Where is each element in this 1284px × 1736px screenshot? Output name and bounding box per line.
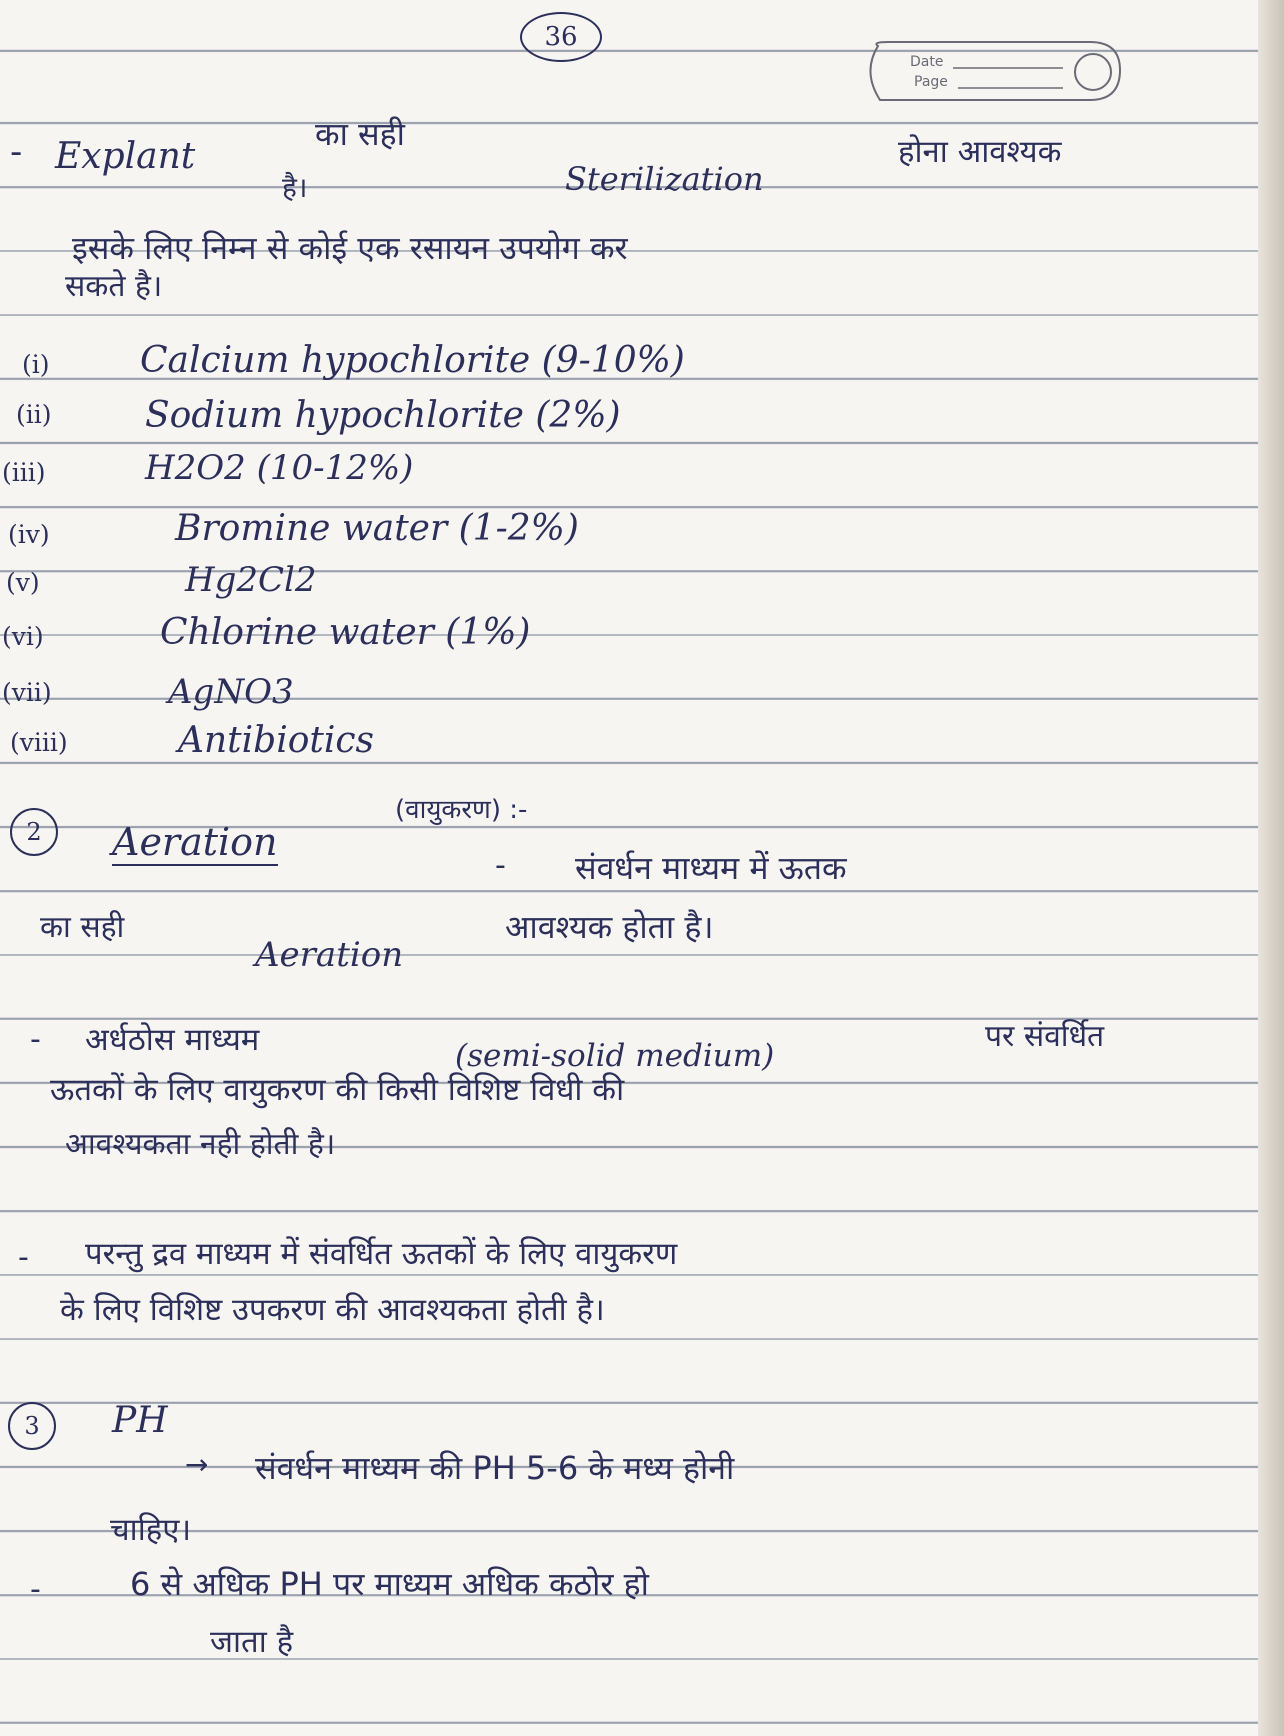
list-item-number: (i): [22, 350, 50, 379]
explant-sterilization: Sterilization: [565, 160, 764, 198]
page-label: Page: [914, 74, 948, 90]
ph-line2: चाहिए।: [110, 1512, 192, 1548]
list-item-text: Hg2Cl2: [185, 560, 317, 600]
aeration-hindi: (वायुकरण) :-: [395, 795, 528, 825]
semi-solid-line3: आवश्यकता नही होती है।: [65, 1127, 336, 1162]
explant-ka-sahi: का सही: [315, 115, 405, 153]
list-item-number: (vii): [2, 678, 52, 707]
aeration-line2c: आवश्यक होता है।: [505, 908, 714, 946]
list-item-text: Bromine water (1-2%): [175, 508, 579, 549]
liquid-line1: परन्तु द्रव माध्यम में संवर्धित ऊतकों के लिए वायुकरण: [85, 1236, 678, 1272]
liquid-line2: के लिए विशिष्ट उपकरण की आवश्यकता होती है।: [60, 1292, 605, 1328]
aeration-title: Aeration: [112, 820, 278, 864]
liquid-dash: -: [18, 1240, 29, 1275]
page-number: 36: [520, 12, 602, 62]
scroll-stamp-icon: [858, 28, 1128, 116]
ph-title: PH: [112, 1400, 168, 1441]
list-item-text: Chlorine water (1%): [160, 612, 531, 653]
list-item-number: (viii): [10, 728, 68, 757]
list-item-number: (vi): [2, 622, 44, 651]
semi-solid-line1b: (semi-solid medium): [455, 1038, 775, 1074]
aeration-line1: संवर्धन माध्यम में ऊतक: [575, 849, 847, 887]
section-number-2: 2: [10, 808, 58, 856]
semi-solid-line1a: अर्धठोस माध्यम: [85, 1022, 260, 1058]
list-item-number: (iii): [2, 458, 46, 487]
ph-line1: संवर्धन माध्यम की PH 5-6 के मध्य होनी: [255, 1449, 735, 1487]
list-item-text: Sodium hypochlorite (2%): [145, 395, 621, 436]
list-item-text: H2O2 (10-12%): [145, 448, 414, 488]
semi-solid-line1c: पर संवर्धित: [985, 1019, 1105, 1054]
ph-arrow: →: [185, 1448, 209, 1481]
aeration-dash: -: [495, 848, 506, 883]
list-item-number: (iv): [8, 520, 50, 549]
ph-line3: 6 से अधिक PH पर माध्यम अधिक कठोर हो: [130, 1565, 649, 1603]
date-label: Date: [910, 54, 944, 70]
ph-line4: जाता है: [210, 1624, 294, 1660]
aeration-line2b: Aeration: [255, 935, 404, 975]
list-item-number: (ii): [16, 400, 52, 429]
section-number-3: 3: [8, 1402, 56, 1450]
list-item-number: (v): [6, 568, 40, 597]
ph-dash: -: [30, 1572, 41, 1607]
semi-solid-dash: -: [30, 1022, 41, 1057]
list-item-text: Antibiotics: [178, 720, 375, 761]
explant-line3: सकते है।: [65, 269, 163, 304]
explant-hona-avashyak: होना आवश्यक: [898, 134, 1062, 170]
list-item-text: Calcium hypochlorite (9-10%): [140, 340, 685, 381]
explant-dash: -: [10, 132, 23, 172]
explant-word: Explant: [55, 136, 196, 177]
notebook-spine: [1258, 0, 1284, 1736]
aeration-line2a: का सही: [40, 910, 125, 945]
semi-solid-line2: ऊतकों के लिए वायुकरण की किसी विशिष्ट विधी की: [50, 1072, 625, 1108]
date-page-stamp: [858, 28, 1128, 116]
list-item-text: AgNO3: [168, 672, 294, 712]
explant-hai: है।: [282, 171, 308, 204]
explant-line2: इसके लिए निम्न से कोई एक रसायन उपयोग कर: [72, 229, 628, 267]
